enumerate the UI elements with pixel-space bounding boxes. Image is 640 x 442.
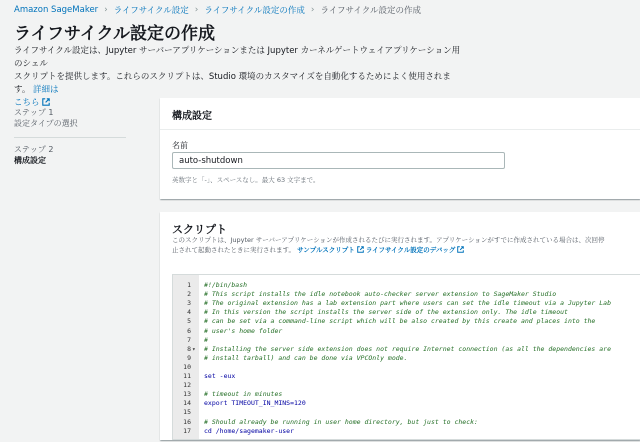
line-number: 16: [183, 417, 191, 426]
code-line[interactable]: [173, 281, 640, 290]
breadcrumb-current: ライフサイクル設定の作成: [320, 6, 421, 16]
code-line[interactable]: [173, 299, 640, 308]
external-link-icon: [357, 246, 364, 253]
fold-toggle-icon[interactable]: ▾: [192, 345, 196, 353]
code-text: cd /home/sagemaker-user: [204, 426, 295, 435]
code-line[interactable]: [173, 418, 640, 427]
code-line[interactable]: [173, 345, 640, 354]
line-number: 12: [183, 381, 191, 390]
description-line-1: ライフサイクル設定は、Jupyter サーバーアプリケーションまたは Jupyter カーネルゲートウェイアプリケーション用のシェル: [14, 46, 461, 69]
step-1-number: ステップ 1: [14, 108, 54, 117]
code-line[interactable]: [173, 308, 640, 317]
line-number: 7: [187, 335, 191, 344]
code-text: # Installing the server side extension does not require Internet connection (as all the dependencies are: [204, 344, 611, 353]
line-number: 13: [183, 390, 191, 399]
config-panel-header: 構成設定: [160, 98, 640, 130]
external-link-icon: [42, 98, 50, 106]
code-text: #!/bin/bash: [204, 281, 248, 289]
wizard-steps: [14, 107, 126, 166]
script-description: [172, 236, 638, 255]
line-number: 2: [187, 290, 191, 299]
code-text: # can be set via a command-line script which will be also created by this create and places into the: [204, 317, 596, 326]
line-number: 15: [183, 408, 191, 417]
code-line[interactable]: [173, 390, 640, 399]
code-text: # Should already be running in user home directory, but just to check:: [204, 417, 478, 426]
script-editor[interactable]: [172, 274, 640, 440]
step-1-label: 設定タイプの選択: [14, 119, 78, 128]
code-text: # This script installs the idle notebook auto-checker server extension to SageMaker Studio: [204, 290, 557, 299]
line-number: 11: [183, 372, 191, 380]
code-line[interactable]: [173, 327, 640, 336]
code-line[interactable]: [173, 381, 640, 390]
code-line[interactable]: [173, 317, 640, 326]
code-text: # In this version the script installs the server side of the extension only. The idle timeout: [204, 308, 568, 317]
details-link[interactable]: 詳細は: [33, 85, 59, 95]
details-link-cont[interactable]: こちら: [14, 98, 40, 108]
chevron-right-icon: ›: [104, 5, 108, 15]
name-label: 名前: [172, 141, 188, 150]
code-line[interactable]: [173, 354, 640, 363]
code-line[interactable]: [173, 427, 640, 436]
script-panel-title: スクリプト: [172, 223, 227, 236]
code-text: set -eux: [204, 372, 236, 380]
step-2: [14, 144, 126, 166]
line-number: 5: [187, 317, 191, 326]
code-text: export TIMEOUT_IN_MINS=120: [204, 399, 306, 408]
external-link-icon: [457, 246, 464, 253]
code-line[interactable]: [173, 372, 640, 381]
line-number: 1: [187, 281, 191, 289]
line-number: 4: [187, 308, 191, 317]
code-line[interactable]: [173, 336, 640, 345]
code-text: # timeout in minutes: [204, 390, 283, 399]
breadcrumb: [14, 4, 421, 16]
code-line[interactable]: [173, 363, 640, 372]
line-number: 9: [187, 353, 191, 362]
script-desc-line-2: 止されて起動されたときに実行されます。: [172, 245, 295, 254]
code-line[interactable]: [173, 399, 640, 408]
code-line[interactable]: [173, 290, 640, 299]
code-line[interactable]: [173, 408, 640, 417]
step-divider: [14, 137, 126, 138]
page-title: ライフサイクル設定の作成: [14, 24, 215, 44]
code-text: #: [204, 335, 208, 344]
chevron-right-icon: ›: [310, 5, 315, 15]
breadcrumb-create-lifecycle[interactable]: ライフサイクル設定の作成: [204, 6, 305, 16]
code-text: # user's home folder: [204, 326, 283, 335]
step-2-number: ステップ 2: [14, 145, 54, 154]
breadcrumb-sagemaker[interactable]: Amazon SageMaker: [14, 5, 99, 15]
line-number: 3: [187, 299, 191, 308]
code-text: # The original extension has a lab extension part where users can set the idle timeout via a Jupyter Lab: [204, 299, 611, 308]
chevron-right-icon: ›: [194, 5, 199, 15]
step-2-label: 構成設定: [14, 156, 46, 165]
script-desc-line-1: このスクリプトは、Jupyter サーバーアプリケーションが作成されるたびに実行されます。アプリケーションがすでに作成されている場合は、次回停: [172, 236, 605, 244]
step-1[interactable]: [14, 107, 126, 129]
sample-script-link[interactable]: サンプルスクリプト: [297, 245, 355, 254]
line-number: 17: [183, 426, 191, 435]
description-line-2: スクリプトを提供します。これらのスクリプトは、Studio 環境のカスタマイズを自動化するためによく使用されます。: [14, 72, 451, 95]
line-number: 14: [183, 399, 191, 408]
name-input[interactable]: [172, 152, 505, 169]
config-panel: [160, 98, 640, 199]
line-number: 10: [183, 362, 191, 371]
line-number: 6: [187, 326, 191, 335]
line-number: 8: [187, 344, 191, 353]
script-panel: [160, 212, 640, 440]
debug-lifecycle-link[interactable]: ライフサイクル設定のデバッグ: [365, 245, 456, 254]
breadcrumb-lifecycle-config[interactable]: ライフサイクル設定: [113, 6, 189, 16]
name-hint: 英数字と「-」、スペースなし。最大 63 文字まで。: [172, 176, 320, 184]
code-text: # install tarball) and can be done via VPCOnly mode.: [204, 353, 408, 362]
